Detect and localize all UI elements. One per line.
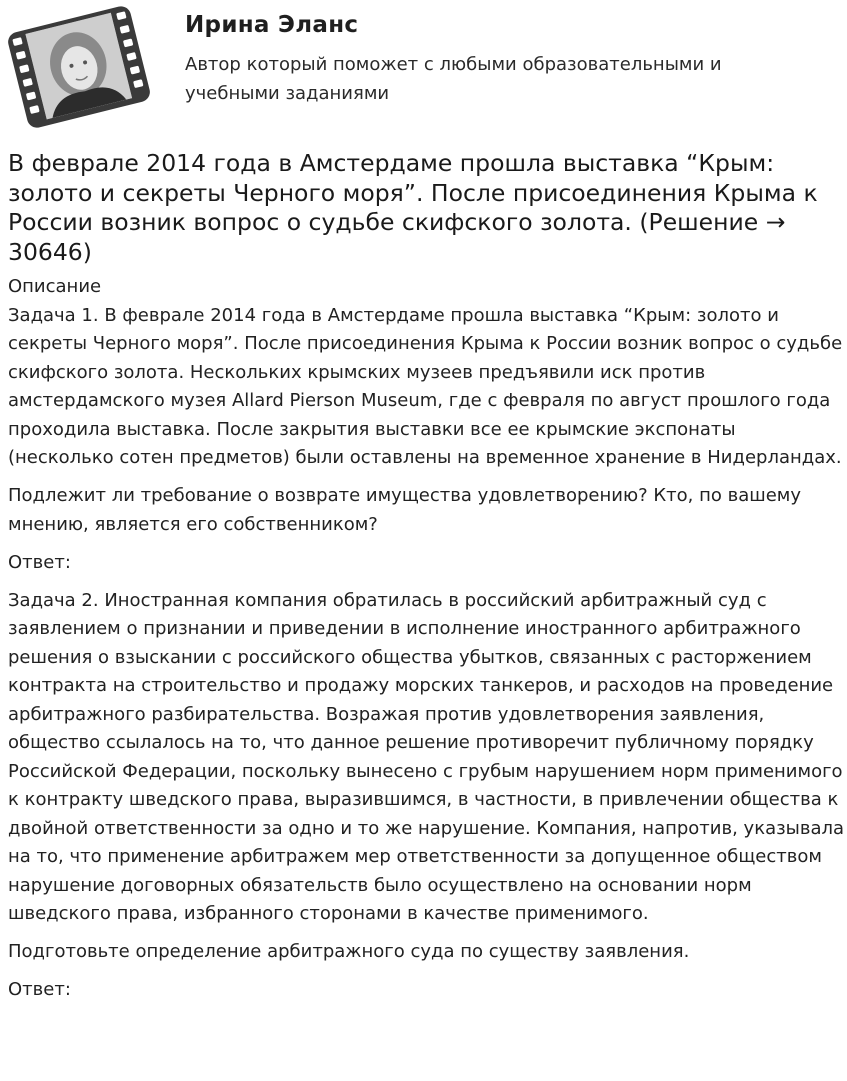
task-1-question: Подлежит ли требование о возврате имущества удовлетворению? Кто, по вашему мнению, является его собственником?	[8, 485, 802, 535]
page-title: В феврале 2014 года в Амстердаме прошла выставка “Крым: золото и секреты Черного моря”. После присоединения Крыма к России возник вопрос о судьбе скифского золота. (Решение → 30646)	[8, 149, 818, 266]
task-2-text: Задача 2. Иностранная компания обратилась в российский арбитражный суд с заявлением о признании и приведении в исполнение иностранного арбитражного решения о взыскании с российского общества убытков, связанных с расторжением контракта на строительство и продажу морских танкеров, и расходов на проведение арбитражного разбирательства. Возражая против удовлетворения заявления, общество ссылалось на то, что данное решение противоречит публичному порядку Российской Федерации, поскольку вынесено с грубым нарушением норм применимого к контракту шведского права, выразившимся, в частности, в привлечении общества к двойной ответственности за одно и то же нарушение. Компания, напротив, указывала на то, что применение арбитражем мер ответственности за допущенное обществом нарушение договорных обязательств было осуществлено на основании норм шведского права, избранного сторонами в качестве применимого.	[8, 589, 845, 924]
task-2-question: Подготовьте определение арбитражного суда по существу заявления.	[8, 941, 690, 962]
task-1-answer-label: Ответ:	[8, 551, 71, 573]
author-card	[0, 0, 847, 132]
author-avatar	[6, 6, 152, 128]
description-label: Описание	[8, 276, 102, 297]
task-2-answer-label: Ответ:	[8, 979, 71, 1000]
task-content	[8, 273, 846, 1014]
author-name: Ирина Эланс	[185, 12, 359, 38]
task-1-text: Задача 1. В феврале 2014 года в Амстердаме прошла выставка “Крым: золото и секреты Черного моря”. После присоединения Крыма к России возник вопрос о судьбе скифского золота. Нескольких крымских музеев предъявили иск против амстердамского музея Allard Pierson Museum, где с февраля по август прошлого года проходила выставка. После закрытия выставки все ее крымские экспонаты (несколько сотен предметов) были оставлены на временное хранение в Нидерландах.	[8, 304, 843, 468]
author-description: Автор который поможет с любыми образовательными и учебными заданиями	[185, 54, 722, 104]
